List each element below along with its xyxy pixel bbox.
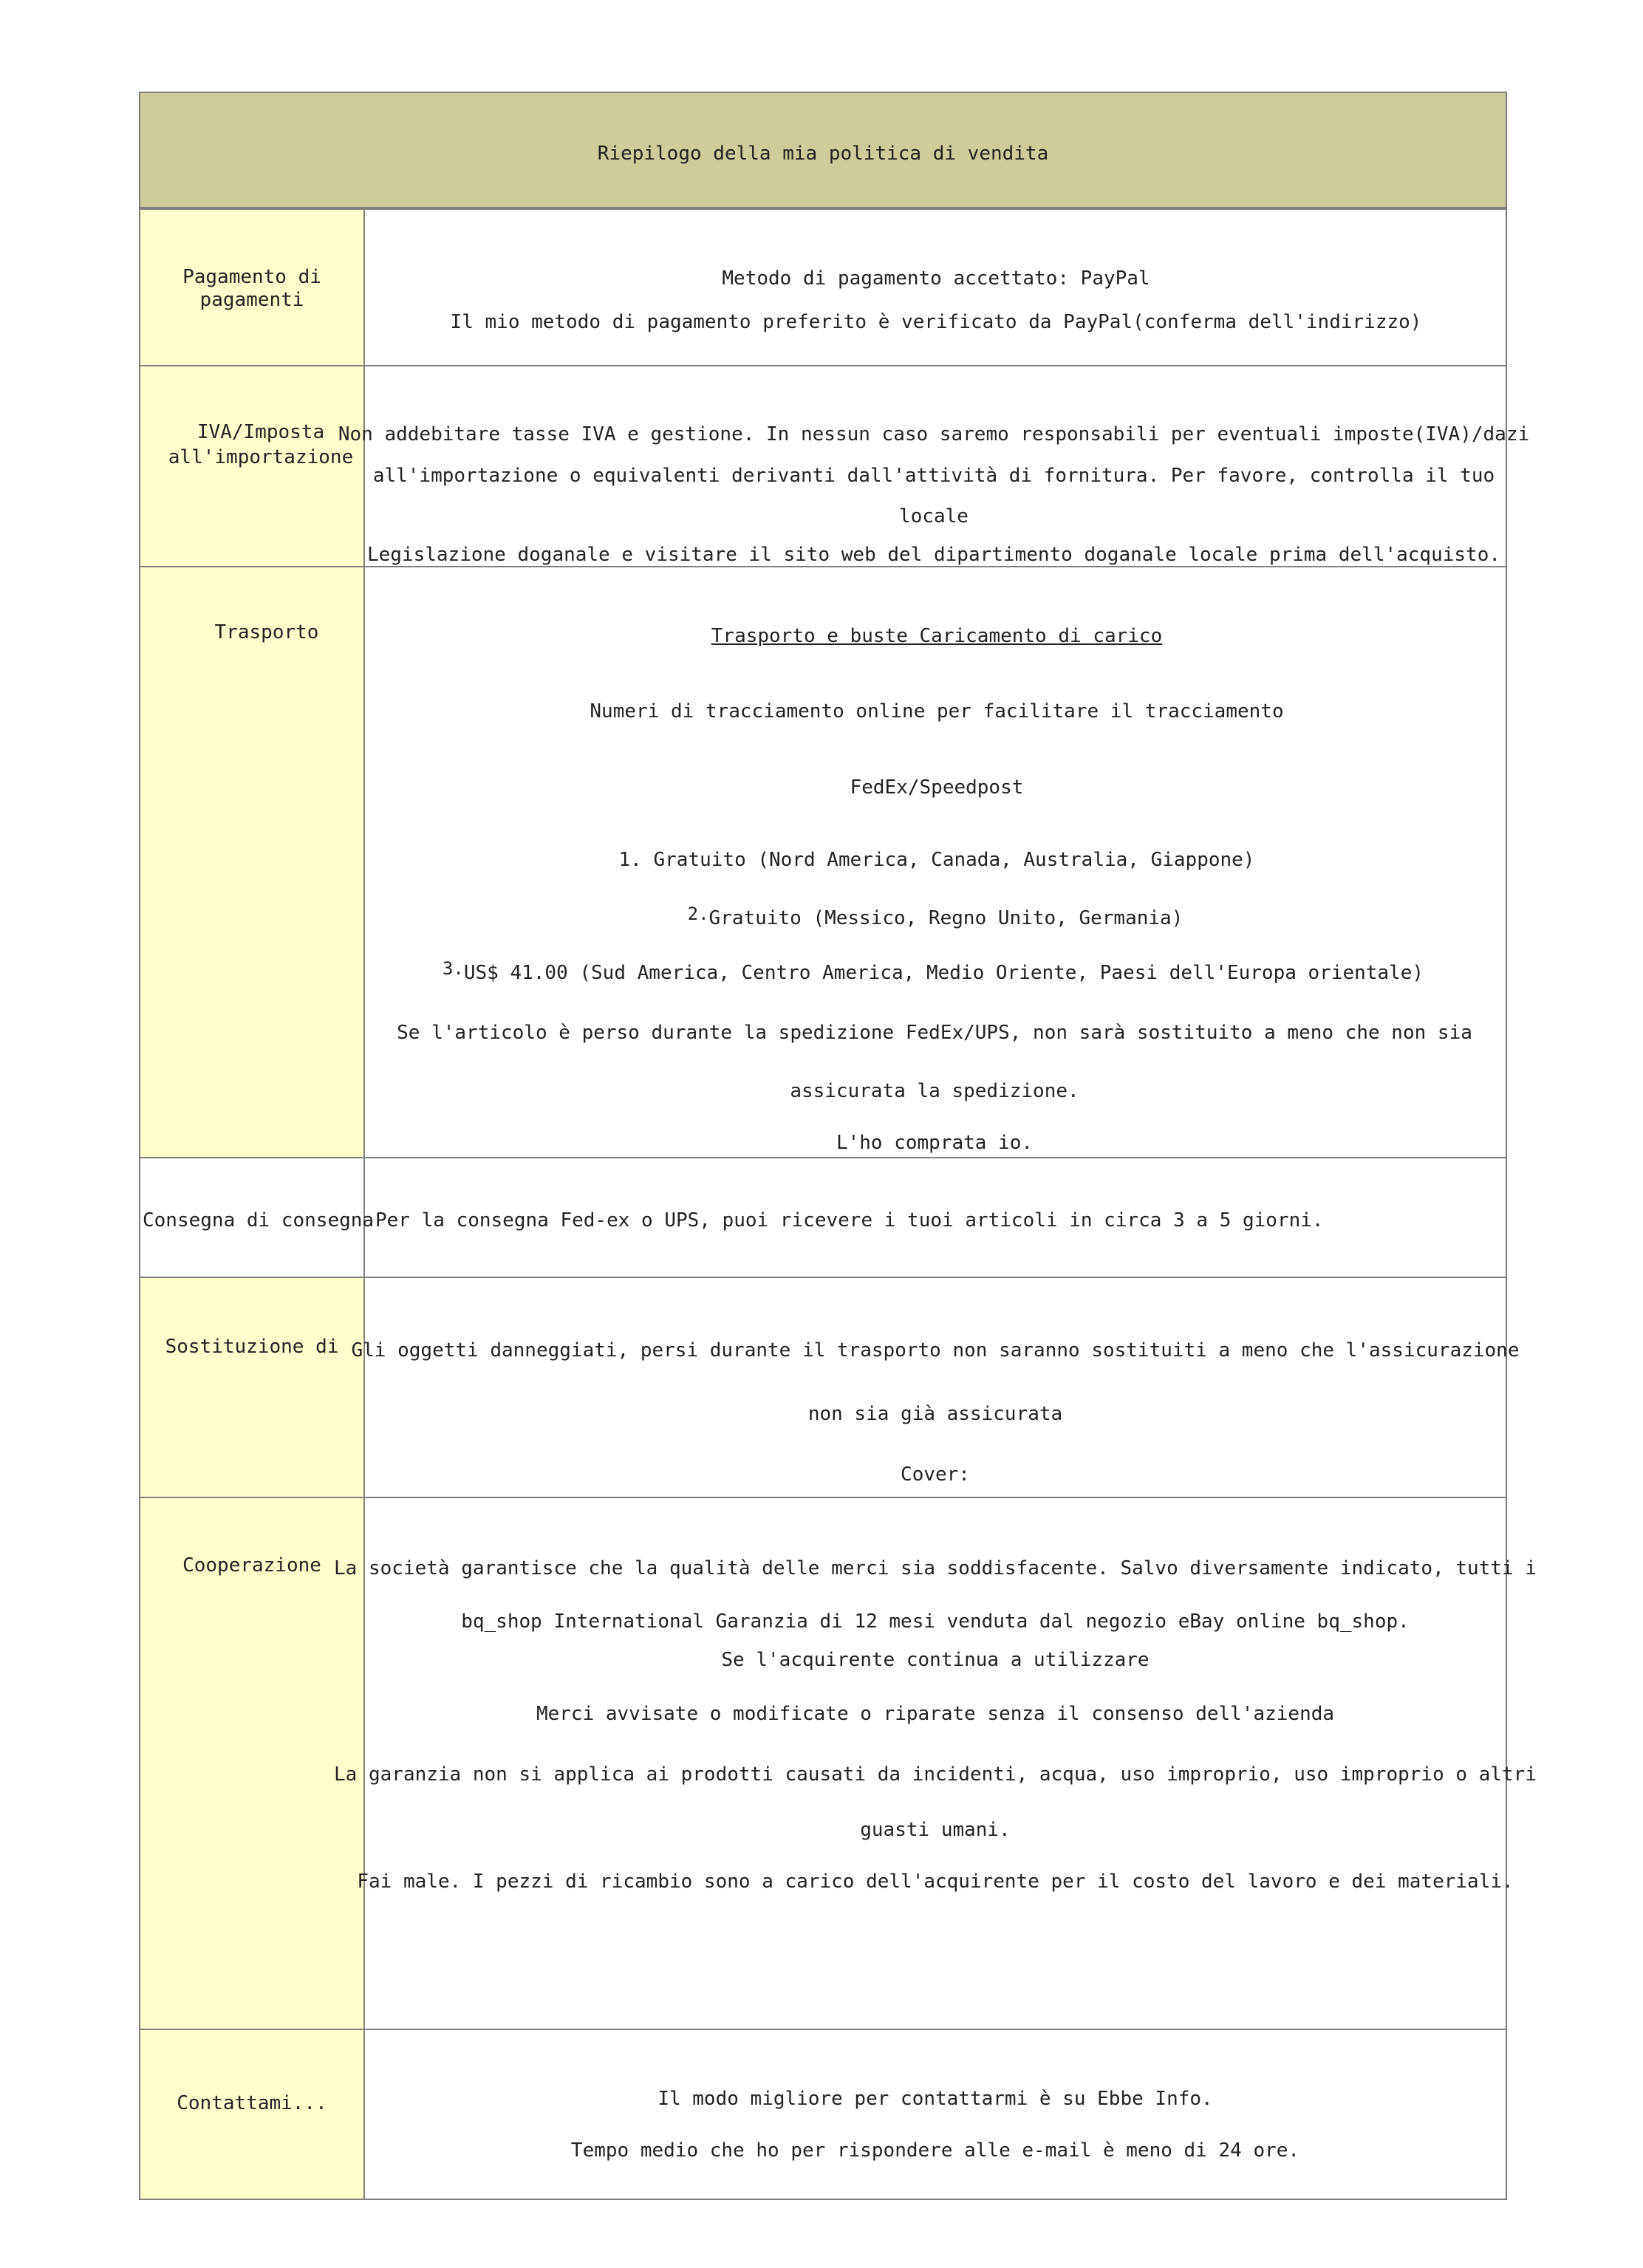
row-divider: [139, 2199, 1507, 2200]
cooperation-label: Cooperazione: [182, 1554, 321, 1577]
cooperation-line: bq_shop International Garanzia di 12 mesi venduta dal negozio eBay online bq_shop.: [461, 1611, 1410, 1633]
cooperation-line: La garanzia non si applica ai prodotti causati da incidenti, acqua, uso improprio, uso improprio o altri: [334, 1763, 1537, 1786]
cooperation-line: guasti umani.: [860, 1819, 1011, 1841]
shipping-line: assicurata la spedizione.: [790, 1080, 1079, 1102]
payment-label: Pagamento di: [182, 266, 321, 288]
shipping-item-2-text: Gratuito (Messico, Regno Unito, Germania): [708, 907, 1183, 929]
vat-line: locale: [899, 505, 969, 527]
replacement-line: non sia già assicurata: [807, 1403, 1063, 1425]
vat-line: all'importazione o equivalenti derivanti dall'attività di fornitura. Per favore, controlla il tuo: [372, 465, 1495, 487]
shipping-heading: Trasporto e buste Caricamento di carico: [711, 625, 1163, 647]
replacement-label: Sostituzione di: [165, 1336, 339, 1358]
shipping-line: 1. Gratuito (Nord America, Canada, Australia, Giappone): [618, 849, 1255, 871]
row-divider: [139, 2029, 1507, 2030]
page-title: Riepilogo della mia politica di vendita: [597, 143, 1049, 165]
shipping-line: L'ho comprata io.: [836, 1132, 1034, 1154]
row-divider: [139, 365, 1507, 366]
delivery-label: Consegna di consegna: [143, 1209, 375, 1232]
shipping-label: Trasporto: [214, 621, 319, 643]
vat-label: all'importazione: [168, 446, 354, 468]
payment-label: pagamenti: [199, 289, 304, 311]
shipping-item-3-text: US$ 41.00 (Sud America, Centro America, Medio Oriente, Paesi dell'Europa orientale): [463, 962, 1424, 984]
delivery-text: Per la consegna Fed-ex o UPS, puoi ricevere i tuoi articoli in circa 3 a 5 giorni.: [375, 1209, 1324, 1232]
replacement-line: Cover:: [901, 1463, 970, 1486]
row-divider: [139, 566, 1507, 567]
contact-label: Contattami...: [177, 2092, 327, 2114]
cooperation-line: Merci avvisate o modificate o riparate senza il consenso dell'azienda: [536, 1703, 1335, 1725]
payment-line: Metodo di pagamento accettato: PayPal: [722, 267, 1150, 290]
row-divider: [139, 1157, 1507, 1158]
payment-line: Il mio metodo di pagamento preferito è verificato da PayPal(conferma dell'indirizzo): [450, 311, 1422, 333]
shipping-item-3-number: 3.: [442, 958, 464, 979]
shipping-line: Numeri di tracciamento online per facilitare il tracciamento: [590, 700, 1284, 723]
contact-line: Il modo migliore per contattarmi è su Ebbe Info.: [657, 2088, 1213, 2110]
shipping-line: Se l'articolo è perso durante la spedizione FedEx/UPS, non sarà sostituito a meno che non sia: [397, 1022, 1472, 1044]
shipping-line: FedEx/Speedpost: [850, 776, 1024, 799]
vat-label: IVA/Imposta: [197, 421, 325, 443]
shipping-item-3: [442, 958, 1424, 984]
cooperation-line: Fai male. I pezzi di ricambio sono a carico dell'acquirente per il costo del lavoro e dei materiali.: [357, 1871, 1514, 1893]
vat-line: Non addebitare tasse IVA e gestione. In nessun caso saremo responsabili per eventuali imposte(IVA)/dazi: [338, 423, 1530, 445]
shipping-item-2-number: 2.: [687, 904, 709, 924]
row-divider: [139, 1497, 1507, 1498]
vat-line: Legislazione doganale e visitare il sito web del dipartimento doganale locale prima dell'acquisto.: [366, 544, 1501, 566]
row-divider: [139, 1277, 1507, 1278]
cooperation-line: Se l'acquirente continua a utilizzare: [721, 1649, 1150, 1671]
cooperation-line: La società garantisce che la qualità delle merci sia soddisfacente. Salvo diversamente indicato, tutti i: [334, 1557, 1537, 1579]
shipping-item-2: [687, 904, 1183, 929]
row-divider: [139, 208, 1507, 210]
replacement-line: Gli oggetti danneggiati, persi durante il trasporto non saranno sostituiti a meno che l'assicurazione: [351, 1339, 1520, 1362]
contact-line: Tempo medio che ho per rispondere alle e-mail è meno di 24 ore.: [570, 2139, 1300, 2162]
